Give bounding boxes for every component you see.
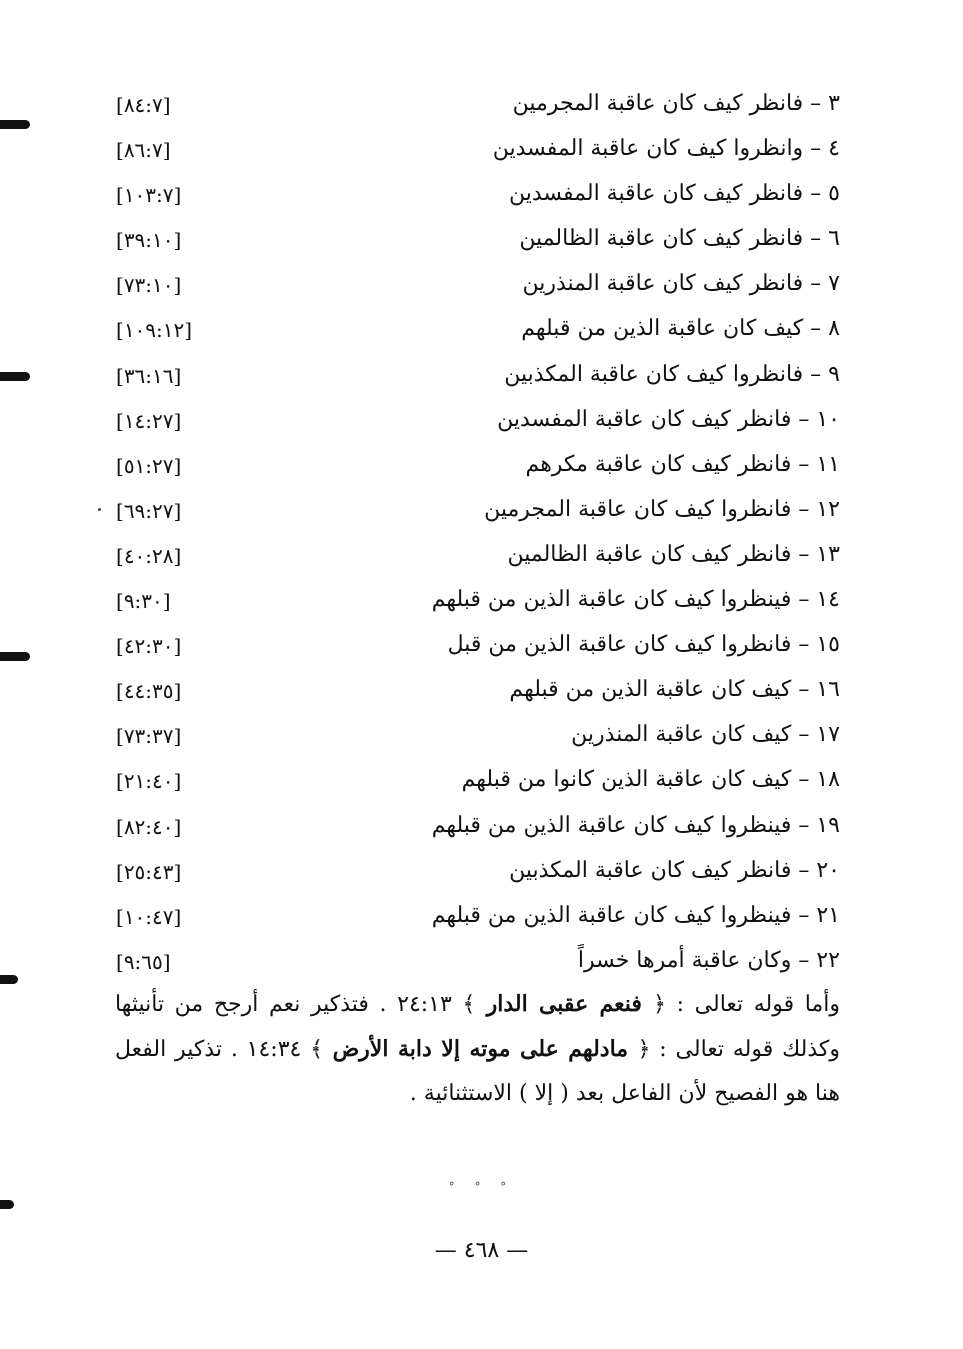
verse-row <box>110 716 840 761</box>
verse-reference: [١٠:٤٧] <box>116 904 182 929</box>
verse-reference: [٣٦:١٦] <box>116 363 182 388</box>
verse-row <box>110 356 840 401</box>
binding-mark <box>0 975 18 984</box>
commentary-paragraph <box>115 982 840 1116</box>
verse-text: ١٧ – كيف كان عاقبة المنذرين <box>571 722 840 748</box>
verse-row <box>110 220 840 265</box>
binding-mark <box>0 1200 14 1209</box>
verse-row <box>110 310 840 355</box>
verse-text: ٢٠ – فانظر كيف كان عاقبة المكذبين <box>509 857 840 883</box>
verse-row <box>110 807 840 852</box>
verse-reference: [٩:٦٥] <box>116 949 171 974</box>
paragraph-text: ﴾ ١٤:٣٤ . تذكير الفعل هنا هو الفصيح لأن الفاعل بعد ( إلا ) الاستثنائية . <box>115 1037 840 1106</box>
verse-reference: [١٠٩:١٢] <box>116 318 193 343</box>
verse-row <box>110 491 840 536</box>
verse-text: ١١ – فانظر كيف كان عاقبة مكرهم <box>525 451 840 477</box>
binding-mark <box>0 120 30 129</box>
verse-row <box>110 852 840 897</box>
verse-text: ٩ – فانظروا كيف كان عاقبة المكذبين <box>504 361 840 387</box>
verse-row <box>110 401 840 446</box>
verse-reference: [٩:٣٠] <box>116 589 171 614</box>
verse-text: ١٠ – فانظر كيف كان عاقبة المفسدين <box>497 406 840 432</box>
verse-reference: [٤٢:٣٠] <box>116 634 182 659</box>
binding-mark <box>0 372 30 381</box>
verse-row <box>110 897 840 942</box>
verse-reference: [٨٦:٧] <box>116 138 171 163</box>
verse-text: ١٣ – فانظر كيف كان عاقبة الظالمين <box>507 541 840 567</box>
verse-reference: [٨٤:٧] <box>116 93 171 117</box>
verse-reference: [٦٩:٢٧] <box>116 498 182 523</box>
scan-speck <box>98 508 101 511</box>
verse-reference: [٤٤:٣٥] <box>116 679 182 704</box>
verse-row <box>110 85 840 130</box>
paragraph-text: ﴾ ٢٤:١٣ . فتذكير نعم أرجح من تأنيثها وكذلك قوله تعالى : ﴿ <box>115 992 840 1062</box>
verse-text: ١٤ – فينظروا كيف كان عاقبة الذين من قبلهم <box>431 587 840 613</box>
quran-quote: فنعم عقبى الدار <box>475 991 654 1017</box>
verse-reference: [١٤:٢٧] <box>116 408 182 433</box>
verse-reference: [٧٣:٣٧] <box>116 724 182 749</box>
verse-row <box>110 536 840 581</box>
verse-text: ٢٢ – وكان عاقبة أمرها خسراً <box>577 947 840 973</box>
verse-text: ٣ – فانظر كيف كان عاقبة المجرمين <box>512 91 840 116</box>
verse-text: ١٥ – فانظروا كيف كان عاقبة الذين من قبل <box>447 632 840 658</box>
verse-reference: [٧٣:١٠] <box>116 273 182 298</box>
verse-text: ١٦ – كيف كان عاقبة الذين من قبلهم <box>509 677 840 703</box>
verse-text: ١٨ – كيف كان عاقبة الذين كانوا من قبلهم <box>461 767 840 793</box>
verse-reference: [٢١:٤٠] <box>116 769 182 794</box>
verse-row <box>110 626 840 671</box>
verse-text: ٤ – وانظروا كيف كان عاقبة المفسدين <box>492 136 840 162</box>
verse-row <box>110 942 840 987</box>
verse-row <box>110 446 840 491</box>
verse-reference: [٤٠:٢٨] <box>116 543 182 568</box>
section-separator: ° ° ° <box>448 1180 515 1194</box>
quran-quote: مادلهم على موته إلا دابة الأرض <box>323 1036 638 1062</box>
binding-mark <box>0 652 30 661</box>
verse-text: ٨ – كيف كان عاقبة الذين من قبلهم <box>521 316 840 342</box>
verse-row <box>110 265 840 310</box>
verse-row <box>110 130 840 175</box>
verse-row <box>110 175 840 220</box>
verse-row <box>110 581 840 626</box>
verse-reference: [٢٥:٤٣] <box>116 859 182 884</box>
verse-row <box>110 761 840 806</box>
verse-text: ١٢ – فانظروا كيف كان عاقبة المجرمين <box>484 496 840 522</box>
verse-text: ٧ – فانظر كيف كان عاقبة المنذرين <box>522 271 840 297</box>
verse-list <box>110 85 840 987</box>
page-number: — ٤٦٨ — <box>434 1238 529 1263</box>
paragraph-text: وأما قوله تعالى : ﴿ <box>653 992 840 1017</box>
verse-row <box>110 671 840 716</box>
verse-reference: [٨٢:٤٠] <box>116 814 182 839</box>
verse-text: ٦ – فانظر كيف كان عاقبة الظالمين <box>519 226 840 252</box>
verse-text: ٢١ – فينظروا كيف كان عاقبة الذين من قبلهم <box>431 902 840 928</box>
verse-text: ٥ – فانظر كيف كان عاقبة المفسدين <box>508 181 840 207</box>
verse-reference: [٣٩:١٠] <box>116 228 182 253</box>
verse-text: ١٩ – فينظروا كيف كان عاقبة الذين من قبلهم <box>431 812 840 838</box>
verse-reference: [١٠٣:٧] <box>116 183 182 208</box>
verse-reference: [٥١:٢٧] <box>116 453 182 478</box>
